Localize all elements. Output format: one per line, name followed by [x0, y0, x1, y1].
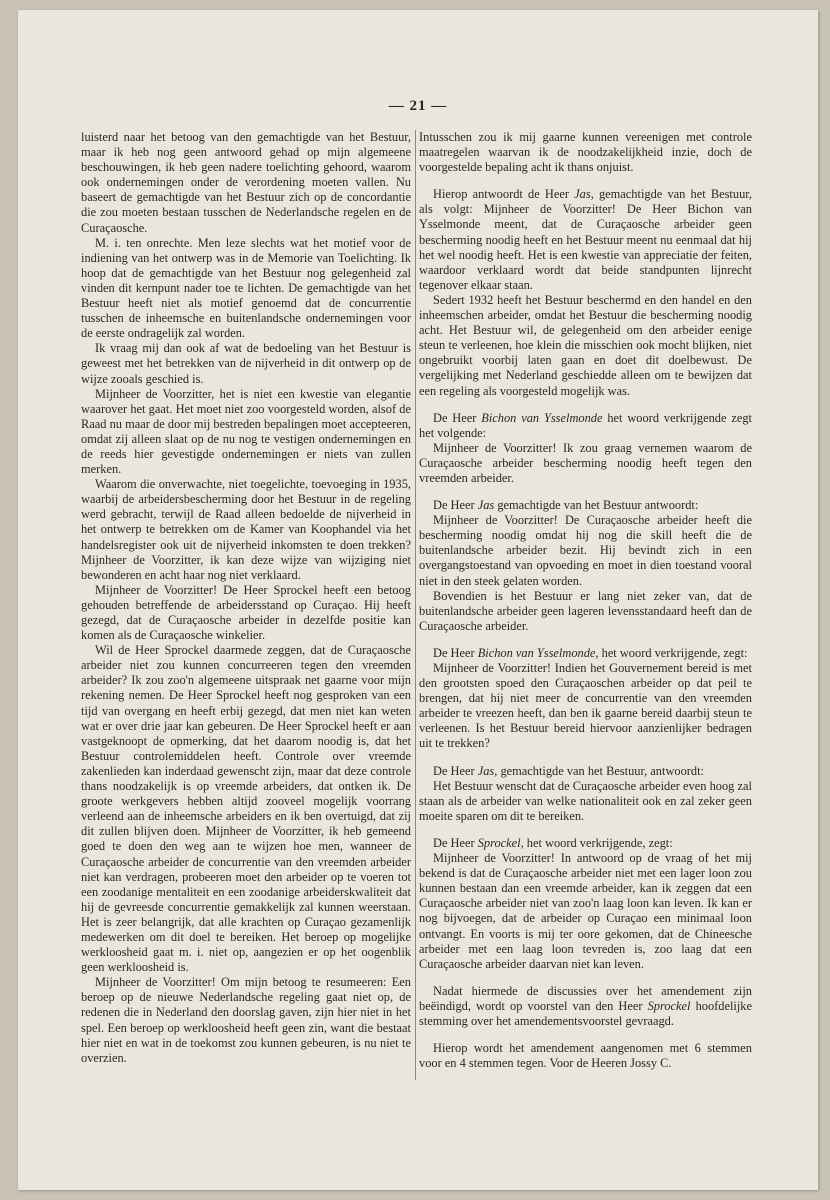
- paragraph: Mijnheer de Voorzitter! De Curaçaosche arbeider heeft die bescherming noodig omdat hij nog die skill heeft die de buitenlandsche arbeider bezit. Hij bevindt zich in een overgangstoestand van opvoeding en moet in dien toestand vooral niet in den steek gelaten worden.: [419, 513, 752, 588]
- paragraph: M. i. ten onrechte. Men leze slechts wat het motief voor de indiening van het ontwerp was in de Memorie van Toelichting. Ik hoop dat de gemachtigde van het Bestuur nog gelegenheid zal vinden dit kernpunt nader toe te lichten. De gemachtigde van het Bestuur heeft niet als motief genoemd dat de concurrentie tusschen de inheemsche en buitenlandsche ondernemingen voor de eerste ondragelijk zal worden.: [81, 235, 411, 341]
- paragraph-text: het woord verkrijgende zegt het volgende:: [419, 410, 752, 440]
- speaker-name: Sprockel: [647, 998, 691, 1013]
- column-divider: [415, 130, 416, 1080]
- speaker-name: Bichon van Ysselmonde: [481, 410, 603, 425]
- paragraph: [419, 984, 752, 1029]
- page-number: — 21 —: [388, 98, 448, 114]
- paragraph-text: De Heer: [433, 835, 478, 850]
- paragraph-text: De Heer: [433, 645, 478, 660]
- paragraph: Mijnheer de Voorzitter! Ik zou graag vernemen waarom de Curaçaosche arbeider bescherming noodig heeft tegen den vreemden arbeider.: [419, 440, 752, 485]
- paragraph: Mijnheer de Voorzitter! De Heer Sprockel heeft een betoog gehouden betreffende de arbeidersstand op Curaçao. Hij heeft gezegd, dat de Curaçaosche arbeider in dezelfde positie kan komen als de Curaçaosche winkelier.: [81, 582, 411, 643]
- paragraph: Hierop wordt het amendement aangenomen met 6 stemmen voor en 4 stemmen tegen. Voor de Heeren Jossy C.: [419, 1041, 752, 1071]
- paragraph-text: , gemachtigde van het Bestuur, als volgt: Mijnheer de Voorzitter! De Heer Bichon van Ysselmonde meent, dat de Curaçaosche arbeider geen bescherming noodig heeft en het Bestuur meent nu eenmaal dat hij het wel noodig heeft. Het is een kwestie van appreciatie der feiten, waardoor verklaard wordt dat beide standpunten lijnrecht tegenover elkaar staan.: [419, 187, 752, 292]
- paragraph-text: De Heer: [433, 410, 482, 425]
- paragraph: luisterd naar het betoog van den gemachtigde van het Bestuur, maar ik heb nog geen antwoord gehad op mijn algemeene beschouwingen, ik heb geen nadere toelichting gehoord, waarom ook ondernemingen onder de verordening moeten vallen. Nu baseert de gemachtigde van het Bestuur zich op de concordantie die zou moeten bestaan tusschen de Nederlandsche regelen en de Curaçaosche.: [81, 130, 411, 235]
- paragraph-text: , het woord verkrijgende, zegt:: [595, 645, 748, 660]
- paragraph-text: De Heer: [433, 763, 478, 778]
- paragraph: [419, 836, 752, 851]
- paragraph: Wil de Heer Sprockel daarmede zeggen, dat de Curaçaosche arbeider niet zou kunnen concurreeren tegen den vreemden arbeider? Ik zou zoo'n algemeene uitspraak net gaarne voor mijn rekening nemen. De Heer Sprockel heeft nog gesproken van een tijd van overgang en heeft erbij gezegd, dat men niet kan weten wat er over drie jaar kan gebeuren. De Heer Sprockel heeft er aan vastgeknoopt de opmerking, dat het daarom noodig is, dat het Bestuur controlemiddelen heeft. Controle over vreemde zakenlieden kan inderdaad gewenscht zijn, maar dat deze controle thans noodzakelijk is op vreemde arbeiders, dat ontken ik. De groote werkgevers hebben altijd zooveel mogelijk voorrang verleend aan de inheemsche arbeiders en ik ben overtuigd, dat zij dit zullen blijven doen. Mijnheer de Voorzitter, ik heb gemeend goed te doen den weg aan te wijzen hoe men, wanneer de Curaçaosche arbeider de concurrentie van den vreemden arbeider niet kan verdragen, probeeren moet den arbeider op te voeren tot een zoodanige mentaliteit en een zoodanige arbeiderskwaliteit dat hij de gevreesde concurrentie gemakkelijk zal kunnen weerstaan. Het is zeer belangrijk, dat alle krachten op Curaçao gezamenlijk medewerken om dit doel te bereiken. Het beroep op mogelijke werkloosheid gaat m. i. niet op, aangezien er op het oogenblik geen werkloosheid is.: [81, 643, 411, 975]
- paragraph: [419, 764, 752, 779]
- paragraph: Intusschen zou ik mij gaarne kunnen vereenigen met controle maatregelen waarvan ik de noodzakelijkheid inzie, doch de voorgestelde bepaling acht ik thans onjuist.: [419, 130, 752, 175]
- document-page: [18, 10, 818, 1190]
- paragraph-text: De Heer: [433, 498, 478, 513]
- paragraph-text: gemachtigde van het Bestuur antwoordt:: [494, 498, 699, 513]
- paragraph-text: Hierop antwoordt de Heer: [433, 187, 575, 202]
- speaker-name: Jas: [477, 763, 495, 778]
- speaker-name: Bichon van Ysselmonde: [477, 645, 596, 660]
- paragraph-text: , het woord verkrijgende, zegt:: [520, 835, 673, 850]
- paragraph: Bovendien is het Bestuur er lang niet zeker van, dat de buitenlandsche arbeider geen lageren levensstandaard heeft dan de Curaçaosche arbeider.: [419, 588, 752, 633]
- speaker-name: Jas: [477, 498, 495, 513]
- paragraph: Ik vraag mij dan ook af wat de bedoeling van het Bestuur is geweest met het betrekken van de nijverheid in dit ontwerp op de wijze zooals geschied is.: [81, 341, 411, 386]
- paragraph: [419, 411, 752, 441]
- speaker-name: Sprockel: [477, 835, 521, 850]
- paragraph: Mijnheer de Voorzitter, het is niet een kwestie van elegantie waarover het gaat. Het moet niet zoo voorgesteld worden, alsof de Raad nu maar de door mij bestreden bepalingen moet accepteeren, omdat zij alleen slaat op de nu nog te vestigen ondernemingen en de reeds hier gevestigde ondernemingen er niets van zullen merken.: [81, 386, 411, 477]
- paragraph: [419, 498, 752, 513]
- right-column: [419, 130, 752, 1071]
- paragraph: Mijnheer de Voorzitter! In antwoord op de vraag of het mij bekend is dat de Curaçaosche arbeider niet met een lager loon zou kunnen bestaan dan een vreemde arbeider, kan ik zeggen dat een Curaçaosche arbeider niet van zoo'n laag loon kan leven. Ik kan er nog bijvoegen, dat de arbeider op Curaçao een minimaal loon ontvangt. En voorts is mij ter oore gekomen, dat de Chineesche arbeider met een laag loon tevreden is, zoo laag dat een Curaçaosche arbeider daarvan niet kan leven.: [419, 851, 752, 971]
- paragraph: Het Bestuur wenscht dat de Curaçaosche arbeider even hoog zal staan als de arbeider van welke nationaliteit ook en zal zeker geen moeite sparen om dit te bereiken.: [419, 778, 752, 823]
- paragraph-text: Nadat hiermede de discussies over het amendement zijn beëindigd, wordt op voorstel van den Heer: [419, 983, 752, 1013]
- paragraph: Sedert 1932 heeft het Bestuur beschermd en den handel en den inheemschen arbeider, omdat het Bestuur die bescherming noodig acht. Het Bestuur wil, de gelegenheid om den arbeider eenige steun te verleenen, hoe klein die misschien ook mocht blijken, niet ongebruikt voorbij laten gaan en doet dit doelbewust. De vergelijking met Nederland geschiedde alleen om te bewijzen dat een regeling als voorgesteld mogelijk was.: [419, 292, 752, 398]
- left-column: [81, 130, 411, 1066]
- paragraph-text: hoofdelijke stemming over het amendementsvoorstel gevraagd.: [419, 998, 752, 1028]
- paragraph: Mijnheer de Voorzitter! Indien het Gouvernement bereid is met den grootsten spoed den Curaçaoschen arbeider op dat peil te brengen, dat hij niet meer de concurrentie van den vreemden arbeider te vreezen heeft, dan ben ik gaarne bereid daarbij steun te verleenen. Is het Bestuur bereid hiervoor aanzienlijker bedragen uit te trekken?: [419, 661, 752, 751]
- paragraph-text: , gemachtigde van het Bestuur, antwoordt:: [494, 763, 704, 778]
- paragraph: [419, 187, 752, 293]
- paragraph: Waarom die onverwachte, niet toegelichte, toevoeging in 1935, waarbij de arbeidersbescherming door het Bestuur in de regeling werd gebracht, terwijl de Raad alleen bedoelde de nijverheid in het ontwerp te betrekken om de Kamer van Koophandel via het handelsregister ook uit de nijverheid inkomsten te doen trekken? Mijnheer de Voorzitter, ik kan deze wijze van wijziging niet bewonderen en acht haar nog niet verklaard.: [81, 477, 411, 582]
- speaker-name: Jas: [574, 187, 591, 202]
- paragraph: [419, 646, 752, 661]
- paragraph: Mijnheer de Voorzitter! Om mijn betoog te resumeeren: Een beroep op de nieuwe Nederlandsche regeling gaat niet op, de redenen die in Nederland den doorslag gaven, zijn hier niet in het spel. Een beroep op werkloosheid heeft geen zin, want die bestaat hier niet en wat in de toekomst zou kunnen gebeuren, is nu niet te overzien.: [81, 975, 411, 1065]
